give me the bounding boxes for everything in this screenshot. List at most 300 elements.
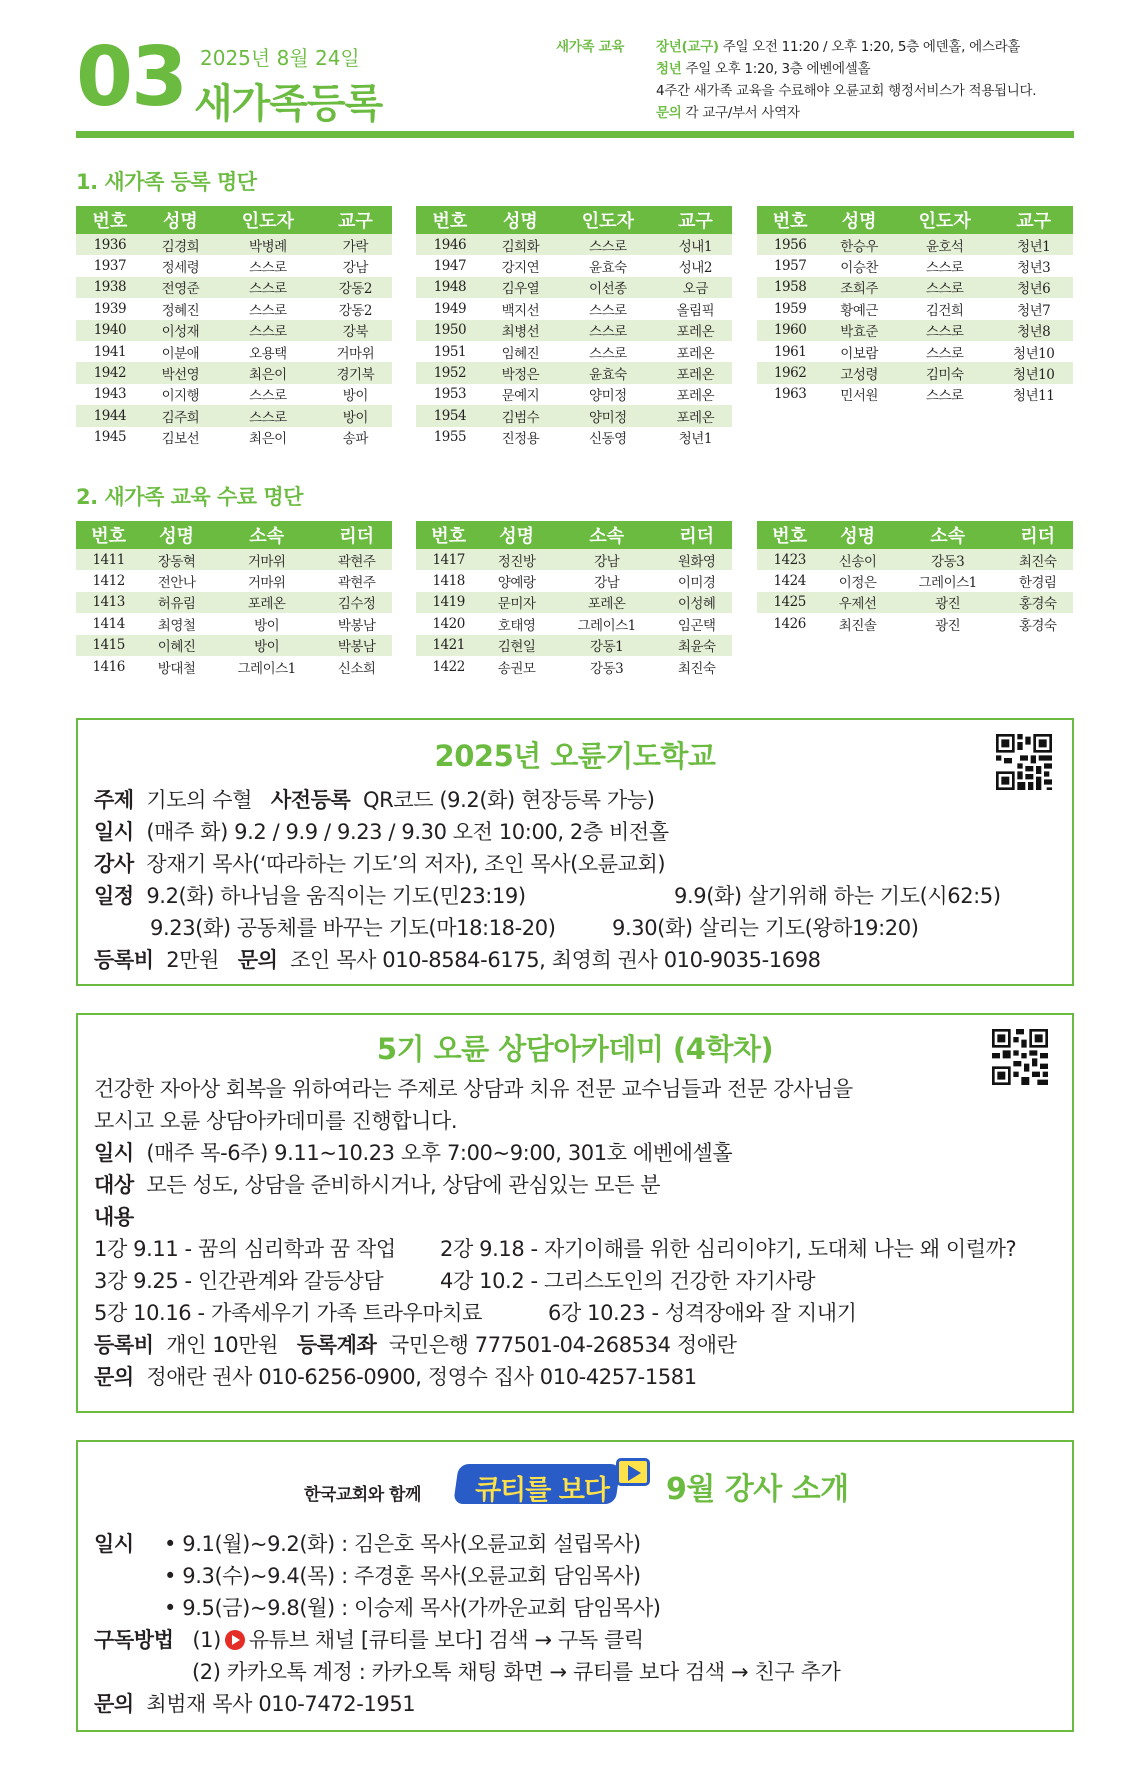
table-cell: 거마위 [212, 549, 321, 570]
table-cell: 홍경숙 [1002, 592, 1073, 613]
table-row [76, 613, 392, 634]
table-row [416, 298, 732, 319]
counseling-academy-box [76, 1013, 1074, 1413]
counseling-date-line: 일시 (매주 목-6주) 9.11~10.23 오후 7:00~9:00, 301호 에벤에셀홀 [94, 1141, 733, 1165]
table-cell: 김우열 [484, 277, 557, 298]
column-header: 번호 [416, 206, 484, 234]
table-row [757, 320, 1073, 341]
page-header [76, 30, 1074, 134]
table-cell: 포레온 [659, 320, 732, 341]
table-cell: 양미정 [557, 405, 659, 426]
completion-table [416, 521, 732, 677]
issue-date: 2025년 8월 24일 [200, 46, 360, 70]
table-cell: 1423 [757, 549, 822, 570]
table-cell: 김경희 [144, 234, 217, 255]
table-cell: 강남 [594, 575, 620, 592]
table-row [757, 234, 1073, 255]
play-icon [616, 1458, 650, 1486]
table-row [757, 362, 1073, 383]
table-cell: 1411 [76, 549, 141, 570]
table-row [416, 255, 732, 276]
table-cell: 1954 [416, 405, 484, 426]
column-header: 성명 [484, 206, 557, 234]
lecture-item: 3강 9.25 - 인간관계와 갈등상담 [94, 1269, 384, 1293]
table-row [416, 341, 732, 362]
table-cell: 1414 [92, 615, 125, 632]
column-header: 번호 [757, 521, 822, 549]
table-cell: 방이 [342, 388, 368, 405]
table-cell: 최은이 [217, 362, 319, 383]
table-cell: 강북 [319, 320, 392, 341]
table-cell: 청년7 [1017, 302, 1051, 319]
table-cell: 한경림 [1018, 575, 1057, 592]
table-cell: 1938 [76, 277, 144, 298]
table-row [416, 234, 732, 255]
table-row [757, 592, 1073, 613]
registration-table [757, 206, 1073, 405]
qt-date-item: • 9.5(금)~9.8(월) : 이승제 목사(가까운교회 담임목사) [164, 1596, 661, 1620]
column-header: 교구 [994, 206, 1073, 234]
table-cell: 윤호석 [895, 234, 994, 255]
table-row [416, 384, 732, 405]
table-row [76, 234, 392, 255]
table-cell: 문예지 [501, 388, 540, 405]
qt-logo [456, 1456, 652, 1510]
table-cell: 김건희 [925, 302, 964, 319]
table-header-row [416, 206, 732, 234]
table-cell: 포레온 [676, 345, 715, 362]
table-cell: 청년6 [994, 277, 1073, 298]
table-cell: 1413 [76, 592, 141, 613]
table-cell: 신소희 [337, 660, 376, 677]
table-cell: 방대철 [157, 660, 196, 677]
table-header-row [76, 206, 392, 234]
table-cell: 1421 [416, 635, 481, 656]
header-divider [76, 131, 1074, 138]
table-cell: 이혜진 [141, 635, 212, 656]
table-cell: 1939 [93, 300, 127, 317]
table-row [416, 592, 732, 613]
column-header: 리더 [661, 521, 732, 549]
table-cell: 한승우 [823, 234, 895, 255]
column-header: 성명 [141, 521, 212, 549]
table-cell: 조희주 [823, 277, 895, 298]
column-header: 교구 [319, 206, 392, 234]
table-cell: 청년1 [678, 431, 712, 448]
table-cell: 1946 [416, 234, 484, 255]
column-header: 인도자 [217, 206, 319, 234]
lecture-item: 4강 10.2 - 그리스도인의 건강한 자기사랑 [440, 1269, 816, 1293]
table-cell: 청년3 [1017, 260, 1051, 277]
table-cell: 청년10 [1013, 345, 1055, 362]
table-cell: 1942 [76, 362, 144, 383]
table-cell: 호태영 [497, 617, 536, 634]
notice-line: 장년(교구) 주일 오전 11:20 / 오후 1:20, 5층 에덴홀, 에스라홀 [656, 39, 1021, 55]
table-cell: 방이 [212, 635, 321, 656]
table-cell: 이성재 [144, 320, 217, 341]
prayer-schedule-line: 9.30(화) 살리는 기도(왕하19:20) [612, 916, 919, 940]
table-cell: 송파 [342, 431, 368, 448]
table-cell: 1952 [416, 362, 484, 383]
table-cell: 1963 [773, 386, 807, 403]
table-cell: 민서원 [840, 388, 878, 405]
prayer-schedule-line: 9.23(화) 공동체를 바꾸는 기도(마18:18-20) [150, 916, 556, 940]
table-cell: 스스로 [589, 302, 627, 319]
table-cell: 강동3 [590, 660, 624, 677]
qt-date-label: 일시 [94, 1532, 134, 1556]
table-cell: 스스로 [557, 234, 659, 255]
table-row [76, 255, 392, 276]
qt-contact-line: 문의 최범재 목사 010-7472-1951 [94, 1692, 416, 1716]
table-row [76, 570, 392, 591]
table-cell: 스스로 [589, 345, 627, 362]
prayer-theme-line: 주제 기도의 수혈 사전등록 QR코드 (9.2(화) 현장등록 가능) [94, 788, 655, 812]
table-cell: 우제선 [822, 592, 893, 613]
table-cell: 청년11 [1013, 388, 1055, 405]
table-cell: 최윤숙 [661, 635, 732, 656]
table-cell: 송권모 [497, 660, 536, 677]
table-cell: 전영준 [144, 277, 217, 298]
table-cell: 스스로 [217, 277, 319, 298]
table-cell: 1425 [757, 592, 822, 613]
table-row [757, 298, 1073, 319]
table-cell: 1943 [93, 386, 127, 403]
counseling-fee-line: 등록비 개인 10만원 등록계좌 국민은행 777501-04-268534 정애란 [94, 1333, 737, 1357]
qt-with-text: 한국교회와 함께 [304, 1485, 421, 1505]
table-cell: 강동3 [893, 549, 1002, 570]
table-cell: 1426 [773, 615, 806, 632]
column-header: 소속 [893, 521, 1002, 549]
table-cell: 1958 [757, 277, 823, 298]
qt-title: 9월 강사 소개 [666, 1472, 849, 1507]
table-cell: 1937 [93, 258, 127, 275]
table-cell: 이분애 [161, 345, 200, 362]
table-cell: 이보람 [840, 345, 878, 362]
completion-section-title: 2. 새가족 교육 수료 명단 [76, 485, 303, 509]
table-cell: 이미경 [677, 575, 716, 592]
table-row [416, 656, 732, 677]
table-cell: 스스로 [557, 320, 659, 341]
table-cell: 1417 [416, 549, 481, 570]
table-cell: 고성령 [823, 362, 895, 383]
prayer-school-title: 2025년 오륜기도학교 [434, 739, 716, 773]
table-row [76, 592, 392, 613]
qt-logo-text: 큐티를 보다 [475, 1475, 609, 1506]
table-cell: 1422 [432, 658, 465, 675]
table-row [76, 635, 392, 656]
prayer-fee-line: 등록비 2만원 문의 조인 목사 010-8584-6175, 최영희 권사 010-9035-1698 [94, 948, 821, 972]
table-cell: 강동1 [552, 635, 661, 656]
table-row [76, 362, 392, 383]
lecture-item: 2강 9.18 - 자기이해를 위한 심리이야기, 도대체 나는 왜 이럴까? [440, 1237, 1017, 1261]
table-cell: 스스로 [217, 320, 319, 341]
table-cell: 김희화 [484, 234, 557, 255]
table-cell: 1962 [757, 362, 823, 383]
table-row [416, 613, 732, 634]
table-header-row [757, 206, 1073, 234]
table-cell: 진정용 [501, 431, 540, 448]
youtube-icon [225, 1630, 245, 1650]
table-cell: 1955 [433, 429, 467, 446]
table-cell: 1416 [92, 658, 125, 675]
column-header: 번호 [76, 206, 144, 234]
table-row [416, 427, 732, 448]
table-cell: 최은이 [249, 431, 287, 448]
lecture-item: 5강 10.16 - 가족세우기 가족 트라우마치료 [94, 1301, 483, 1325]
table-row [76, 384, 392, 405]
table-row [416, 635, 732, 656]
column-header: 번호 [76, 521, 141, 549]
table-cell: 포레온 [552, 592, 661, 613]
table-row [416, 320, 732, 341]
qr-code-icon[interactable] [996, 734, 1052, 790]
table-cell: 최진솔 [838, 617, 877, 634]
prayer-date-line: 일시 (매주 화) 9.2 / 9.9 / 9.23 / 9.30 오전 10:00, 2층 비전홀 [94, 820, 669, 844]
table-row [757, 570, 1073, 591]
page-title: 새가족등록 [194, 81, 383, 127]
table-cell: 성내1 [659, 234, 732, 255]
table-cell: 강동2 [338, 302, 372, 319]
table-cell: 김주희 [144, 405, 217, 426]
table-cell: 이선종 [557, 277, 659, 298]
table-cell: 신동영 [589, 431, 627, 448]
table-cell: 최병선 [484, 320, 557, 341]
table-cell: 스스로 [925, 345, 964, 362]
counseling-intro-line: 모시고 오륜 상담아카데미를 진행합니다. [94, 1109, 458, 1133]
table-cell: 최진숙 [677, 660, 716, 677]
table-cell: 1412 [92, 573, 125, 590]
table-cell: 1940 [76, 320, 144, 341]
table-row [757, 277, 1073, 298]
table-cell: 1961 [773, 343, 807, 360]
table-cell: 강남 [342, 260, 368, 277]
table-cell: 1418 [432, 573, 465, 590]
table-cell: 스스로 [895, 320, 994, 341]
counseling-intro-line: 건강한 자아상 회복을 위하여라는 주제로 상담과 치유 전문 교수님들과 전문 강사님을 [94, 1077, 853, 1101]
qt-date-item: • 9.1(월)~9.2(화) : 김은호 목사(오륜교회 설립목사) [164, 1532, 641, 1556]
column-header: 리더 [321, 521, 392, 549]
table-cell: 그레이스1 [918, 575, 977, 592]
table-cell: 이정은 [838, 575, 877, 592]
page-number: 03 [76, 30, 187, 125]
qt-speakers-box [76, 1440, 1074, 1732]
column-header: 성명 [481, 521, 552, 549]
table-cell: 1419 [416, 592, 481, 613]
table-cell: 김범수 [484, 405, 557, 426]
table-cell: 1953 [433, 386, 467, 403]
table-cell: 박정은 [484, 362, 557, 383]
table-cell: 1948 [416, 277, 484, 298]
table-cell: 전안나 [157, 575, 196, 592]
table-cell: 백지선 [501, 302, 540, 319]
table-cell: 김현일 [481, 635, 552, 656]
column-header: 성명 [822, 521, 893, 549]
table-cell: 김미숙 [895, 362, 994, 383]
table-cell: 황예근 [840, 302, 878, 319]
qt-subscribe-line: (2) 카카오톡 계정 : 카카오톡 채팅 화면 → 큐티를 보다 검색 → 친구 추가 [192, 1660, 841, 1684]
table-cell: 1420 [432, 615, 465, 632]
table-cell: 스스로 [249, 302, 287, 319]
table-cell: 거마위 [247, 575, 286, 592]
table-cell: 박선영 [144, 362, 217, 383]
table-cell: 원화영 [661, 549, 732, 570]
registration-section-title: 1. 새가족 등록 명단 [76, 170, 257, 194]
prayer-schedule-line: 9.9(화) 살기위해 하는 기도(시62:5) [674, 884, 1001, 908]
registration-table [76, 206, 392, 448]
table-cell: 허유림 [141, 592, 212, 613]
table-row [416, 405, 732, 426]
table-cell: 포레온 [676, 388, 715, 405]
completion-table [757, 521, 1073, 635]
notice-line: 4주간 새가족 교육을 수료해야 오륜교회 행정서비스가 적용됩니다. [656, 83, 1037, 99]
table-cell: 윤효숙 [589, 260, 627, 277]
table-row [76, 549, 392, 570]
table-cell: 임곤택 [677, 617, 716, 634]
table-row [76, 405, 392, 426]
counseling-title: 5기 오륜 상담아카데미 (4학차) [376, 1032, 774, 1066]
table-cell: 정세령 [161, 260, 200, 277]
column-header: 성명 [823, 206, 895, 234]
table-cell: 박봉남 [321, 635, 392, 656]
table-cell: 1947 [433, 258, 467, 275]
table-row [757, 549, 1073, 570]
table-cell: 최영철 [157, 617, 196, 634]
table-row [416, 549, 732, 570]
registration-table [416, 206, 732, 448]
table-cell: 박봉남 [337, 617, 376, 634]
table-cell: 스스로 [249, 260, 287, 277]
table-row [76, 656, 392, 677]
table-cell: 가락 [319, 234, 392, 255]
table-cell: 청년10 [994, 362, 1073, 383]
table-cell: 성내2 [678, 260, 712, 277]
qt-subscribe-line: 구독방법 (1) 유튜브 채널 [큐티를 보다] 검색 → 구독 클릭 [94, 1628, 644, 1652]
table-cell: 광진 [893, 592, 1002, 613]
table-cell: 김보선 [161, 431, 200, 448]
table-cell: 곽현주 [337, 575, 376, 592]
table-row [76, 320, 392, 341]
table-cell: 박효준 [823, 320, 895, 341]
table-cell: 청년8 [994, 320, 1073, 341]
lecture-item: 6강 10.23 - 성격장애와 잘 지내기 [548, 1301, 857, 1325]
notice-line: 청년 주일 오후 1:20, 3층 에벤에셀홀 [656, 61, 871, 77]
table-row [416, 570, 732, 591]
table-cell: 윤효숙 [557, 362, 659, 383]
table-cell: 그레이스1 [577, 617, 636, 634]
table-cell: 1944 [76, 405, 144, 426]
counseling-target-line: 대상 모든 성도, 상담을 준비하시거나, 상담에 관심있는 모든 분 [94, 1173, 661, 1197]
table-cell: 이승찬 [840, 260, 878, 277]
table-cell: 1424 [773, 573, 806, 590]
column-header: 인도자 [895, 206, 994, 234]
completion-table [76, 521, 392, 677]
table-cell: 스스로 [895, 277, 994, 298]
table-cell: 그레이스1 [237, 660, 296, 677]
table-cell: 1959 [773, 300, 807, 317]
table-cell: 곽현주 [321, 549, 392, 570]
table-row [76, 277, 392, 298]
table-cell: 양미정 [589, 388, 627, 405]
table-cell: 1956 [757, 234, 823, 255]
qt-date-item: • 9.3(수)~9.4(목) : 주경훈 목사(오륜교회 담임목사) [164, 1564, 641, 1588]
table-cell: 1415 [76, 635, 141, 656]
qr-code-icon[interactable] [992, 1029, 1048, 1085]
table-cell: 신송이 [822, 549, 893, 570]
prayer-schedule-line: 일정 9.2(화) 하나님을 움직이는 기도(민23:19) [94, 884, 526, 908]
table-cell: 방이 [254, 617, 280, 634]
table-cell: 임혜진 [501, 345, 540, 362]
lecture-item: 1강 9.11 - 꿈의 심리학과 꿈 작업 [94, 1237, 396, 1261]
notice-label: 새가족 교육 [556, 39, 625, 55]
prayer-school-box [76, 718, 1074, 986]
table-row [76, 427, 392, 448]
table-cell: 오금 [659, 277, 732, 298]
column-header: 리더 [1002, 521, 1073, 549]
table-cell: 1951 [433, 343, 467, 360]
table-cell: 스스로 [925, 388, 964, 405]
table-cell: 스스로 [249, 388, 287, 405]
table-row [76, 341, 392, 362]
table-cell: 1950 [416, 320, 484, 341]
table-row [416, 277, 732, 298]
table-cell: 거마위 [336, 345, 375, 362]
table-row [757, 341, 1073, 362]
table-cell: 스스로 [217, 405, 319, 426]
column-header: 인도자 [557, 206, 659, 234]
table-cell: 오용택 [249, 345, 287, 362]
table-cell: 광진 [935, 617, 961, 634]
table-cell: 정진방 [481, 549, 552, 570]
table-cell: 박병례 [217, 234, 319, 255]
prayer-speaker-line: 강사 장재기 목사(‘따라하는 기도’의 저자), 조인 목사(오륜교회) [94, 852, 666, 876]
table-row [757, 255, 1073, 276]
table-cell: 1960 [757, 320, 823, 341]
table-cell: 1957 [773, 258, 807, 275]
table-cell: 포레온 [212, 592, 321, 613]
table-cell: 홍경숙 [1018, 617, 1057, 634]
table-cell: 최진숙 [1002, 549, 1073, 570]
table-row [76, 298, 392, 319]
table-cell: 올림픽 [676, 302, 715, 319]
table-cell: 1945 [93, 429, 127, 446]
table-cell: 이성혜 [661, 592, 732, 613]
table-cell: 장동혁 [141, 549, 212, 570]
table-cell: 강남 [552, 549, 661, 570]
column-header: 번호 [416, 521, 481, 549]
table-header-row [76, 521, 392, 549]
table-cell: 문미자 [481, 592, 552, 613]
column-header: 소속 [212, 521, 321, 549]
column-header: 번호 [757, 206, 823, 234]
table-cell: 방이 [319, 405, 392, 426]
table-cell: 1949 [433, 300, 467, 317]
column-header: 성명 [144, 206, 217, 234]
table-row [757, 613, 1073, 634]
table-cell: 강지연 [501, 260, 540, 277]
table-cell: 양예랑 [497, 575, 536, 592]
column-header: 소속 [552, 521, 661, 549]
table-cell: 1936 [76, 234, 144, 255]
table-cell: 1941 [93, 343, 127, 360]
counseling-content-label: 내용 [94, 1205, 134, 1229]
table-cell: 강동2 [319, 277, 392, 298]
table-row [757, 384, 1073, 405]
table-cell: 경기북 [319, 362, 392, 383]
table-cell: 청년1 [994, 234, 1073, 255]
table-header-row [757, 521, 1073, 549]
table-cell: 포레온 [659, 362, 732, 383]
table-cell: 포레온 [659, 405, 732, 426]
